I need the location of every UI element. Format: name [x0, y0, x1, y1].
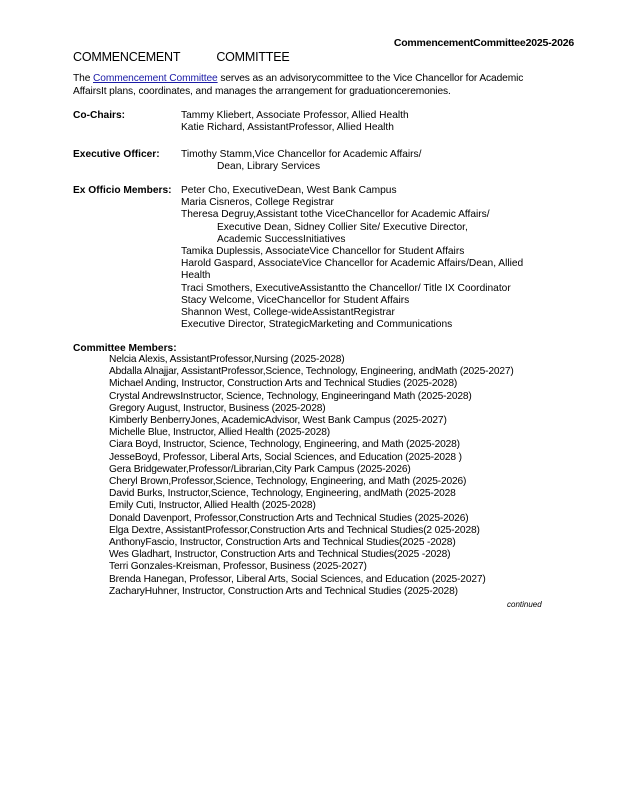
- committee-member: ZacharyHuhner, Instructor, Construction Arts and Technical Studies (2025-2028): [109, 585, 458, 597]
- ex-officio-entry: Stacy Welcome, ViceChancellor for Student Affairs: [181, 294, 410, 306]
- ex-officio-entry-continuation: Executive Dean, Sidney Collier Site/ Executive Director,: [217, 221, 468, 233]
- title-word-2: COMMITTEE: [216, 50, 290, 64]
- ex-officio-list: [181, 185, 523, 331]
- ex-officio-entry-continuation: Health: [181, 270, 211, 282]
- committee-member: Terri Gonzales-Kreisman, Professor, Business (2025-2027): [109, 561, 367, 573]
- committee-member: David Burks, Instructor,Science, Technology, Engineering, andMath (2025-2028: [109, 488, 456, 500]
- committee-members-label: Committee Members:: [73, 343, 177, 354]
- executive-officer-line: Dean, Library Services: [217, 161, 321, 173]
- committee-member: Abdalla Alnajjar, AssistantProfessor,Science, Technology, Engineering, andMath (2025-2027): [109, 366, 514, 378]
- committee-member: Crystal AndrewsInstructor, Science, Technology, Engineeringand Math (2025-2028): [109, 390, 472, 402]
- ex-officio-entry: Traci Smothers, ExecutiveAssistantto the Chancellor/ Title IX Coordinator: [181, 282, 511, 294]
- committee-member: Brenda Hanegan, Professor, Liberal Arts, Social Sciences, and Education (2025-2027): [109, 573, 486, 585]
- committee-member: JesseBoyd, Professor, Liberal Arts, Social Sciences, and Education (2025-2028 ): [109, 451, 462, 463]
- committee-member: AnthonyFascio, Instructor, Construction Arts and Technical Studies(2025 -2028): [109, 537, 456, 549]
- committee-member: Ciara Boyd, Instructor, Science, Technology, Engineering, and Math (2025-2028): [109, 439, 460, 451]
- committee-members-list: [109, 354, 514, 598]
- executive-officer-label: Executive Officer:: [73, 149, 160, 160]
- executive-officer-entry: [181, 149, 421, 173]
- ex-officio-entry: Theresa Degruy,Assistant tothe ViceChancellor for Academic Affairs/: [181, 209, 490, 221]
- committee-member: Gregory August, Instructor, Business (2025-2028): [109, 402, 326, 414]
- continued-note: continued: [507, 600, 542, 609]
- committee-member: Nelcia Alexis, AssistantProfessor,Nursing (2025-2028): [109, 354, 345, 365]
- commencement-committee-link[interactable]: Commencement Committee: [93, 73, 218, 84]
- running-header: CommencementCommittee2025-2026: [393, 37, 574, 49]
- ex-officio-entry: Tamika Duplessis, AssociateVice Chancellor for Student Affairs: [181, 246, 465, 258]
- executive-officer-line: Timothy Stamm,Vice Chancellor for Academic Affairs/: [181, 149, 422, 160]
- committee-member: Emily Cuti, Instructor, Allied Health (2025-2028): [109, 500, 316, 512]
- co-chair-entry: Tammy Kliebert, Associate Professor, Allied Health: [181, 110, 409, 121]
- committee-member: Wes Gladhart, Instructor, Construction Arts and Technical Studies(2025 -2028): [109, 549, 451, 561]
- committee-member: Kimberly BenberryJones, AcademicAdvisor, West Bank Campus (2025-2027): [109, 415, 447, 427]
- ex-officio-entry: Harold Gaspard, AssociateVice Chancellor for Academic Affairs/Dean, Allied: [181, 258, 524, 270]
- committee-member: Michael Anding, Instructor, Construction Arts and Technical Studies (2025-2028): [109, 378, 458, 390]
- intro-paragraph: [73, 72, 523, 98]
- ex-officio-entry: Shannon West, College-wideAssistantRegistrar: [181, 307, 395, 319]
- intro-prefix: The: [73, 73, 93, 84]
- co-chair-entry: Katie Richard, AssistantProfessor, Allied Health: [181, 122, 394, 134]
- intro-line-1-rest: serves as an advisorycommittee to the Vice Chancellor for Academic: [217, 73, 524, 84]
- committee-member: Donald Davenport, Professor,Construction Arts and Technical Studies (2025-2026): [109, 512, 469, 524]
- ex-officio-entry: Maria Cisneros, College Registrar: [181, 197, 334, 209]
- committee-member: Michelle Blue, Instructor, Allied Health (2025-2028): [109, 427, 330, 439]
- ex-officio-entry: Peter Cho, ExecutiveDean, West Bank Campus: [181, 185, 397, 196]
- page-title: [73, 50, 290, 64]
- committee-member: Gera Bridgewater,Professor/Librarian,City Park Campus (2025-2026): [109, 463, 411, 475]
- co-chairs-list: [181, 110, 409, 134]
- intro-line-1: [73, 72, 523, 85]
- title-word-1: COMMENCEMENT: [73, 50, 181, 64]
- ex-officio-label: Ex Officio Members:: [73, 185, 172, 196]
- ex-officio-entry: Executive Director, StrategicMarketing and Communications: [181, 319, 453, 331]
- committee-member: Elga Dextre, AssistantProfessor,Construction Arts and Technical Studies(2 025-2028): [109, 524, 480, 536]
- ex-officio-entry-continuation: Academic SuccessInitiatives: [217, 233, 346, 245]
- committee-member: Cheryl Brown,Professor,Science, Technology, Engineering, and Math (2025-2026): [109, 476, 467, 488]
- intro-line-2: AffairsIt plans, coordinates, and manages the arrangement for graduationceremonies.: [73, 86, 451, 97]
- co-chairs-label: Co-Chairs:: [73, 110, 126, 121]
